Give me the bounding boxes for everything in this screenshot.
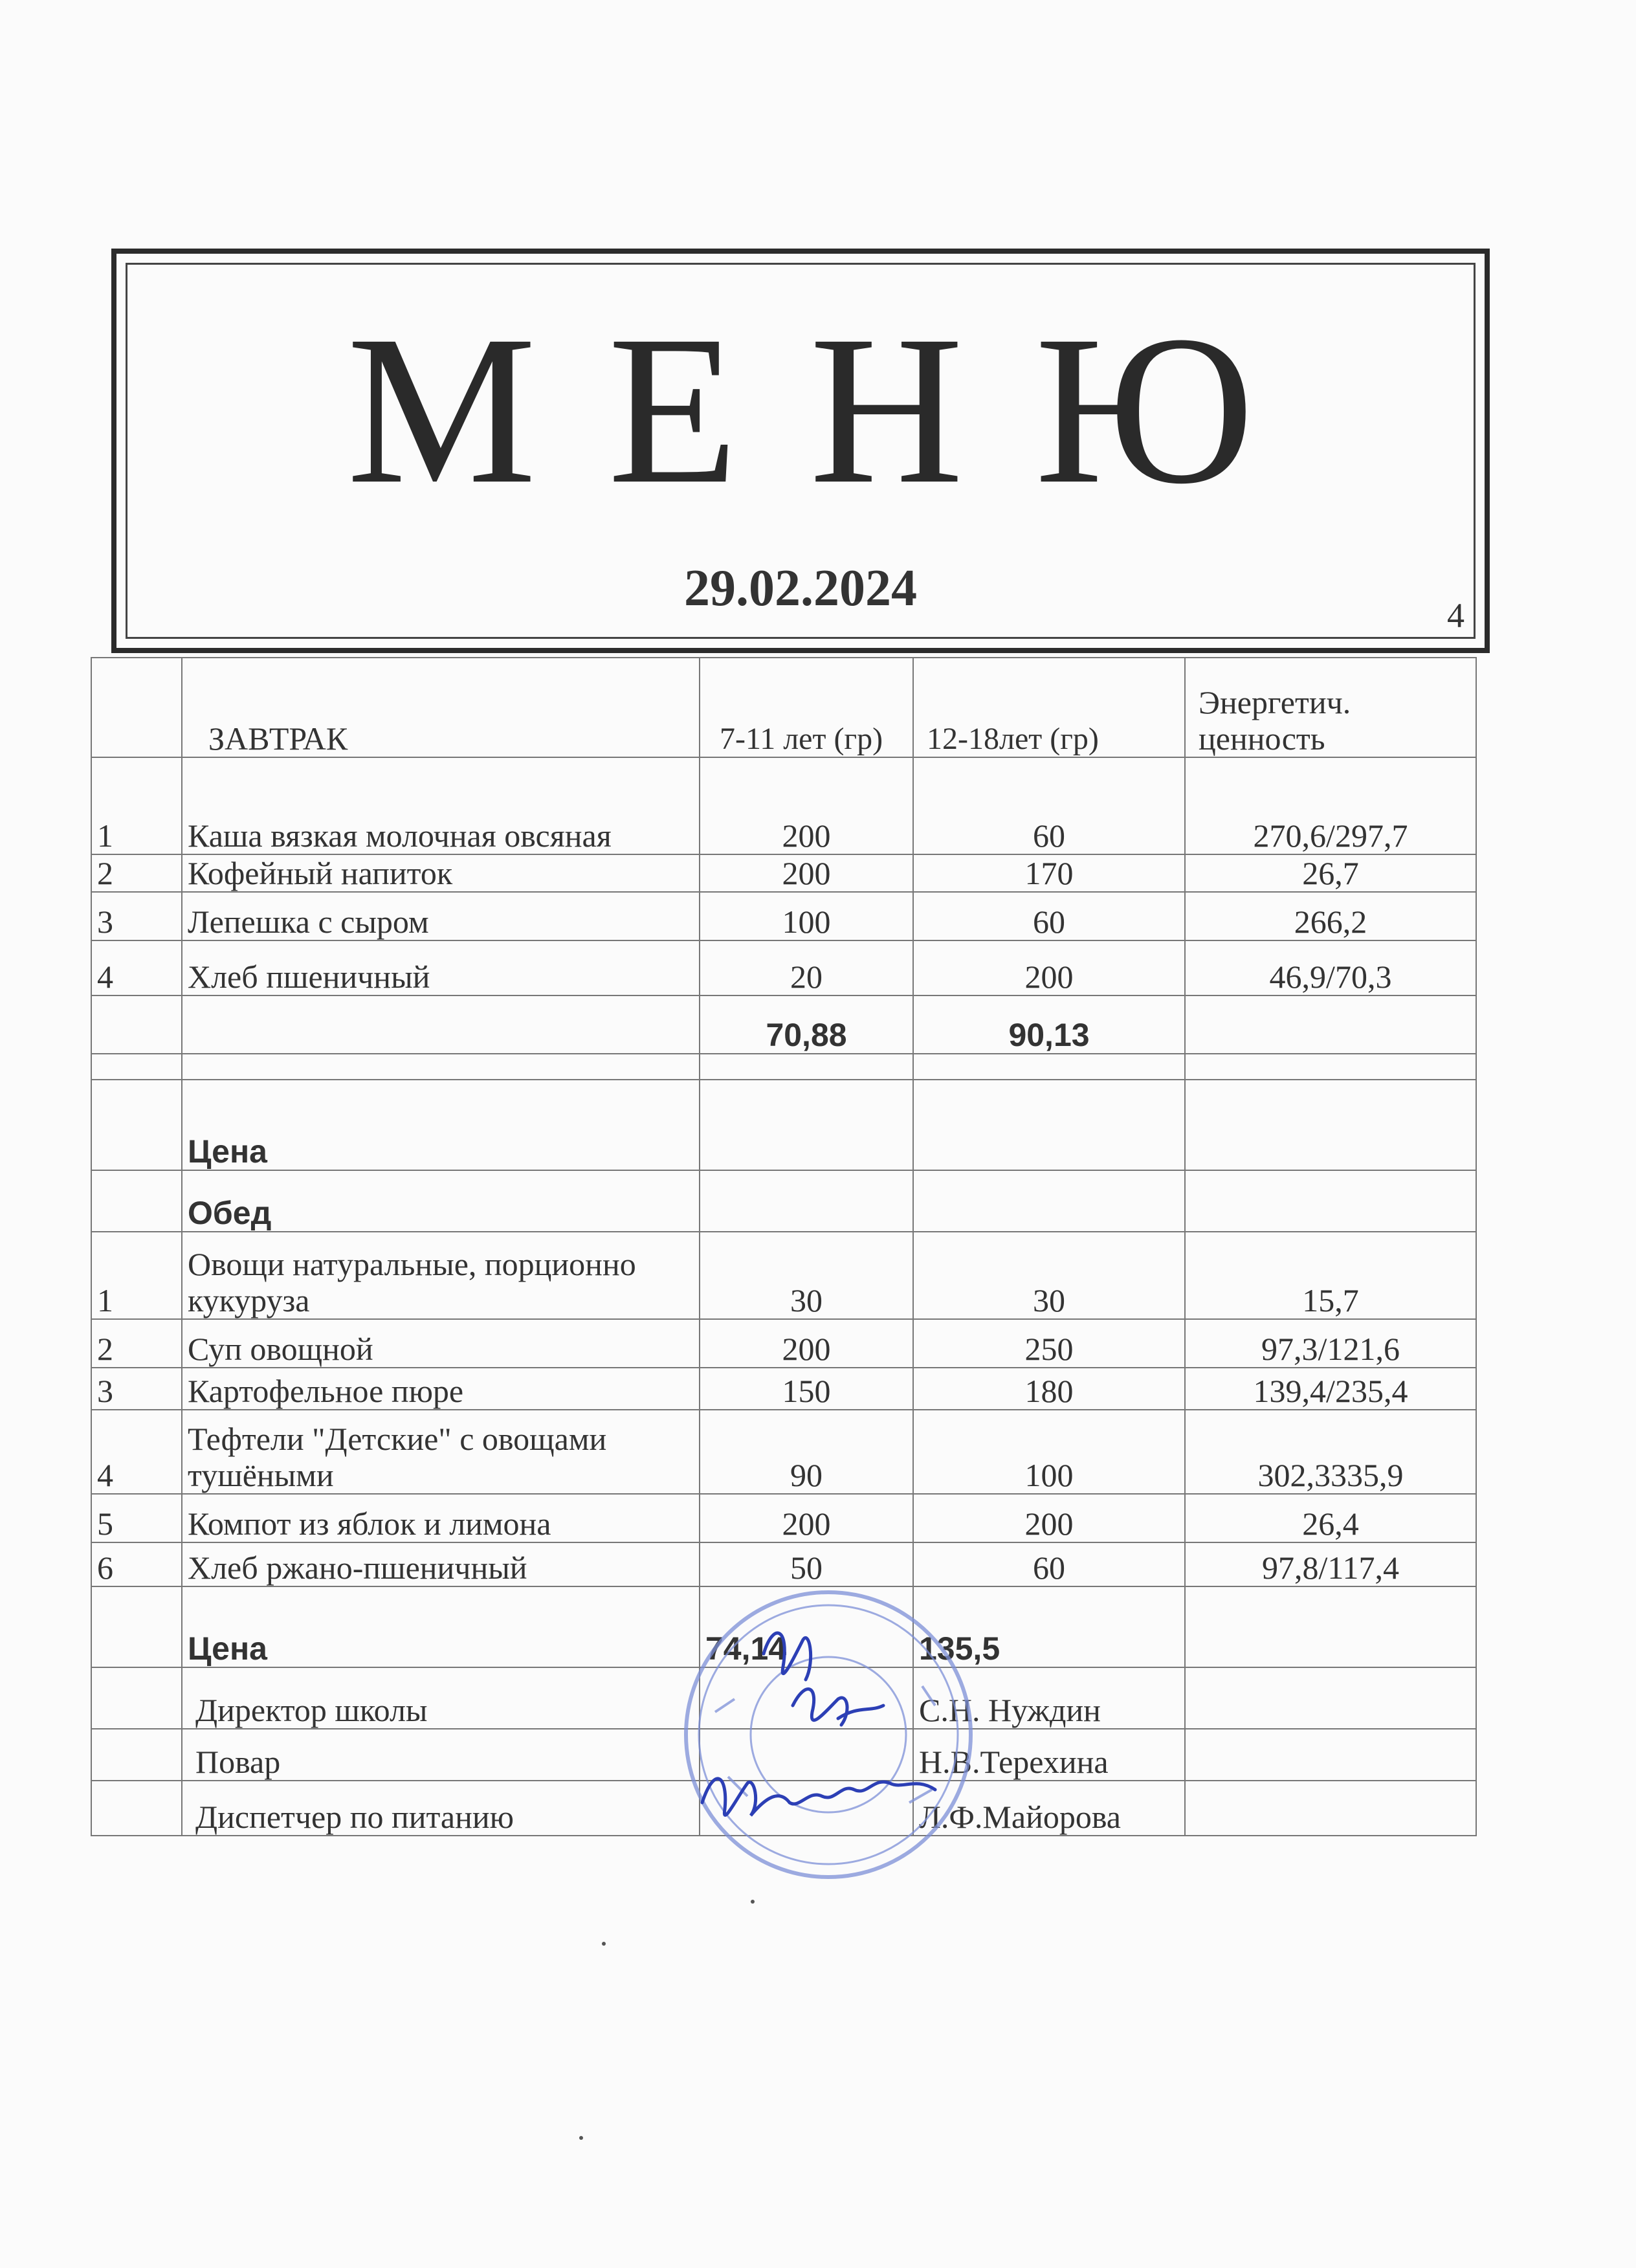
table-row: [91, 1232, 1476, 1319]
row-number: 1: [91, 1232, 182, 1319]
lunch-label: Обед: [182, 1170, 700, 1232]
energy-value: 26,4: [1185, 1494, 1476, 1542]
energy-value: 15,7: [1185, 1232, 1476, 1319]
signature-row: [91, 1729, 1476, 1781]
table-row: [91, 892, 1476, 940]
title-letter: Е: [608, 292, 738, 528]
portion-12-18: 200: [913, 1494, 1185, 1542]
lunch-header-row: [91, 1170, 1476, 1232]
breakfast-price-row: [91, 1080, 1476, 1170]
portion-12-18: 30: [913, 1232, 1185, 1319]
energy-value: 97,8/117,4: [1185, 1542, 1476, 1586]
portion-12-18: 180: [913, 1368, 1185, 1410]
portion-7-11: 90: [700, 1410, 913, 1494]
signature-row: [91, 1667, 1476, 1729]
energy-value: 46,9/70,3: [1185, 940, 1476, 995]
signature-role: Диспетчер по питанию: [182, 1781, 700, 1836]
title-letter: М: [346, 292, 537, 528]
dish-name: Кофейный напиток: [182, 854, 700, 892]
dish-name: Овощи натуральные, порционно кукуруза: [182, 1232, 700, 1319]
scan-speck: [579, 2136, 583, 2140]
title-letter: Ю: [1035, 292, 1255, 528]
dish-name: Каша вязкая молочная овсяная: [182, 757, 700, 854]
portion-12-18: 200: [913, 940, 1185, 995]
row-number: 6: [91, 1542, 182, 1586]
energy-value: 266,2: [1185, 892, 1476, 940]
breakfast-total-row: [91, 995, 1476, 1054]
header-energy: Энергетич. ценность: [1185, 658, 1476, 757]
lunch-price-row: [91, 1586, 1476, 1667]
portion-7-11: 50: [700, 1542, 913, 1586]
dish-name: Хлеб пшеничный: [182, 940, 700, 995]
title-letter: Н: [809, 292, 964, 528]
row-number: 5: [91, 1494, 182, 1542]
signature-role: Повар: [182, 1729, 700, 1781]
portion-7-11: 30: [700, 1232, 913, 1319]
menu-date: 29.02.2024: [684, 560, 917, 617]
row-number: 2: [91, 854, 182, 892]
lunch-price-7-11: 74,14: [700, 1586, 913, 1667]
empty-cell: [91, 995, 182, 1054]
breakfast-header: ЗАВТРАК: [182, 658, 700, 757]
portion-7-11: 200: [700, 1319, 913, 1368]
dish-name: Лепешка с сыром: [182, 892, 700, 940]
breakfast-total-12-18: 90,13: [913, 995, 1185, 1054]
lunch-price-label: Цена: [182, 1586, 700, 1667]
menu-title: [127, 292, 1474, 528]
signature-name: Л.Ф.Майорова: [913, 1781, 1185, 1836]
energy-value: 302,3335,9: [1185, 1410, 1476, 1494]
header-age-12-18: 12-18лет (гр): [913, 658, 1185, 757]
row-number: 1: [91, 757, 182, 854]
empty-cell: [91, 1080, 182, 1170]
menu-header-box: [111, 249, 1490, 653]
energy-value: 270,6/297,7: [1185, 757, 1476, 854]
portion-7-11: 20: [700, 940, 913, 995]
dish-name: Суп овощной: [182, 1319, 700, 1368]
row-number: 3: [91, 1368, 182, 1410]
price-label: Цена: [182, 1080, 700, 1170]
scan-speck: [751, 1900, 755, 1904]
energy-value: 97,3/121,6: [1185, 1319, 1476, 1368]
row-number: 4: [91, 1410, 182, 1494]
header-age-7-11: 7-11 лет (гр): [700, 658, 913, 757]
empty-cell: [91, 1170, 182, 1232]
portion-7-11: 200: [700, 757, 913, 854]
portion-7-11: 100: [700, 892, 913, 940]
signature-name: Н.В.Терехина: [913, 1729, 1185, 1781]
signature-name: С.Н. Нуждин: [913, 1667, 1185, 1729]
dish-name: Картофельное пюре: [182, 1368, 700, 1410]
scan-speck: [602, 1942, 606, 1946]
table-row: [91, 1542, 1476, 1586]
page-number: 4: [1447, 596, 1465, 635]
empty-cell: [1185, 995, 1476, 1054]
header-num-cell: [91, 658, 182, 757]
breakfast-total-7-11: 70,88: [700, 995, 913, 1054]
portion-12-18: 250: [913, 1319, 1185, 1368]
portion-12-18: 60: [913, 1542, 1185, 1586]
energy-value: 139,4/235,4: [1185, 1368, 1476, 1410]
portion-7-11: 200: [700, 854, 913, 892]
menu-table: [91, 657, 1477, 1836]
table-header-row: [91, 658, 1476, 757]
table-row: [91, 1319, 1476, 1368]
portion-12-18: 170: [913, 854, 1185, 892]
table-row: [91, 757, 1476, 854]
portion-12-18: 60: [913, 892, 1185, 940]
portion-12-18: 100: [913, 1410, 1185, 1494]
dish-name: Тефтели "Детские" с овощами тушёными: [182, 1410, 700, 1494]
signature-role: Директор школы: [182, 1667, 700, 1729]
row-number: 3: [91, 892, 182, 940]
portion-12-18: 60: [913, 757, 1185, 854]
table-row: [91, 1368, 1476, 1410]
energy-value: 26,7: [1185, 854, 1476, 892]
dish-name: Компот из яблок и лимона: [182, 1494, 700, 1542]
empty-cell: [182, 995, 700, 1054]
lunch-price-12-18: 135,5: [913, 1586, 1185, 1667]
empty-cell: [91, 1586, 182, 1667]
table-row: [91, 1494, 1476, 1542]
row-number: 2: [91, 1319, 182, 1368]
row-number: 4: [91, 940, 182, 995]
dish-name: Хлеб ржано-пшеничный: [182, 1542, 700, 1586]
table-row: [91, 854, 1476, 892]
signature-row: [91, 1781, 1476, 1836]
portion-7-11: 150: [700, 1368, 913, 1410]
portion-7-11: 200: [700, 1494, 913, 1542]
header-inner-border: [126, 263, 1476, 639]
spacer-row: [91, 1054, 1476, 1080]
table-row: [91, 1410, 1476, 1494]
table-row: [91, 940, 1476, 995]
empty-cell: [1185, 1586, 1476, 1667]
